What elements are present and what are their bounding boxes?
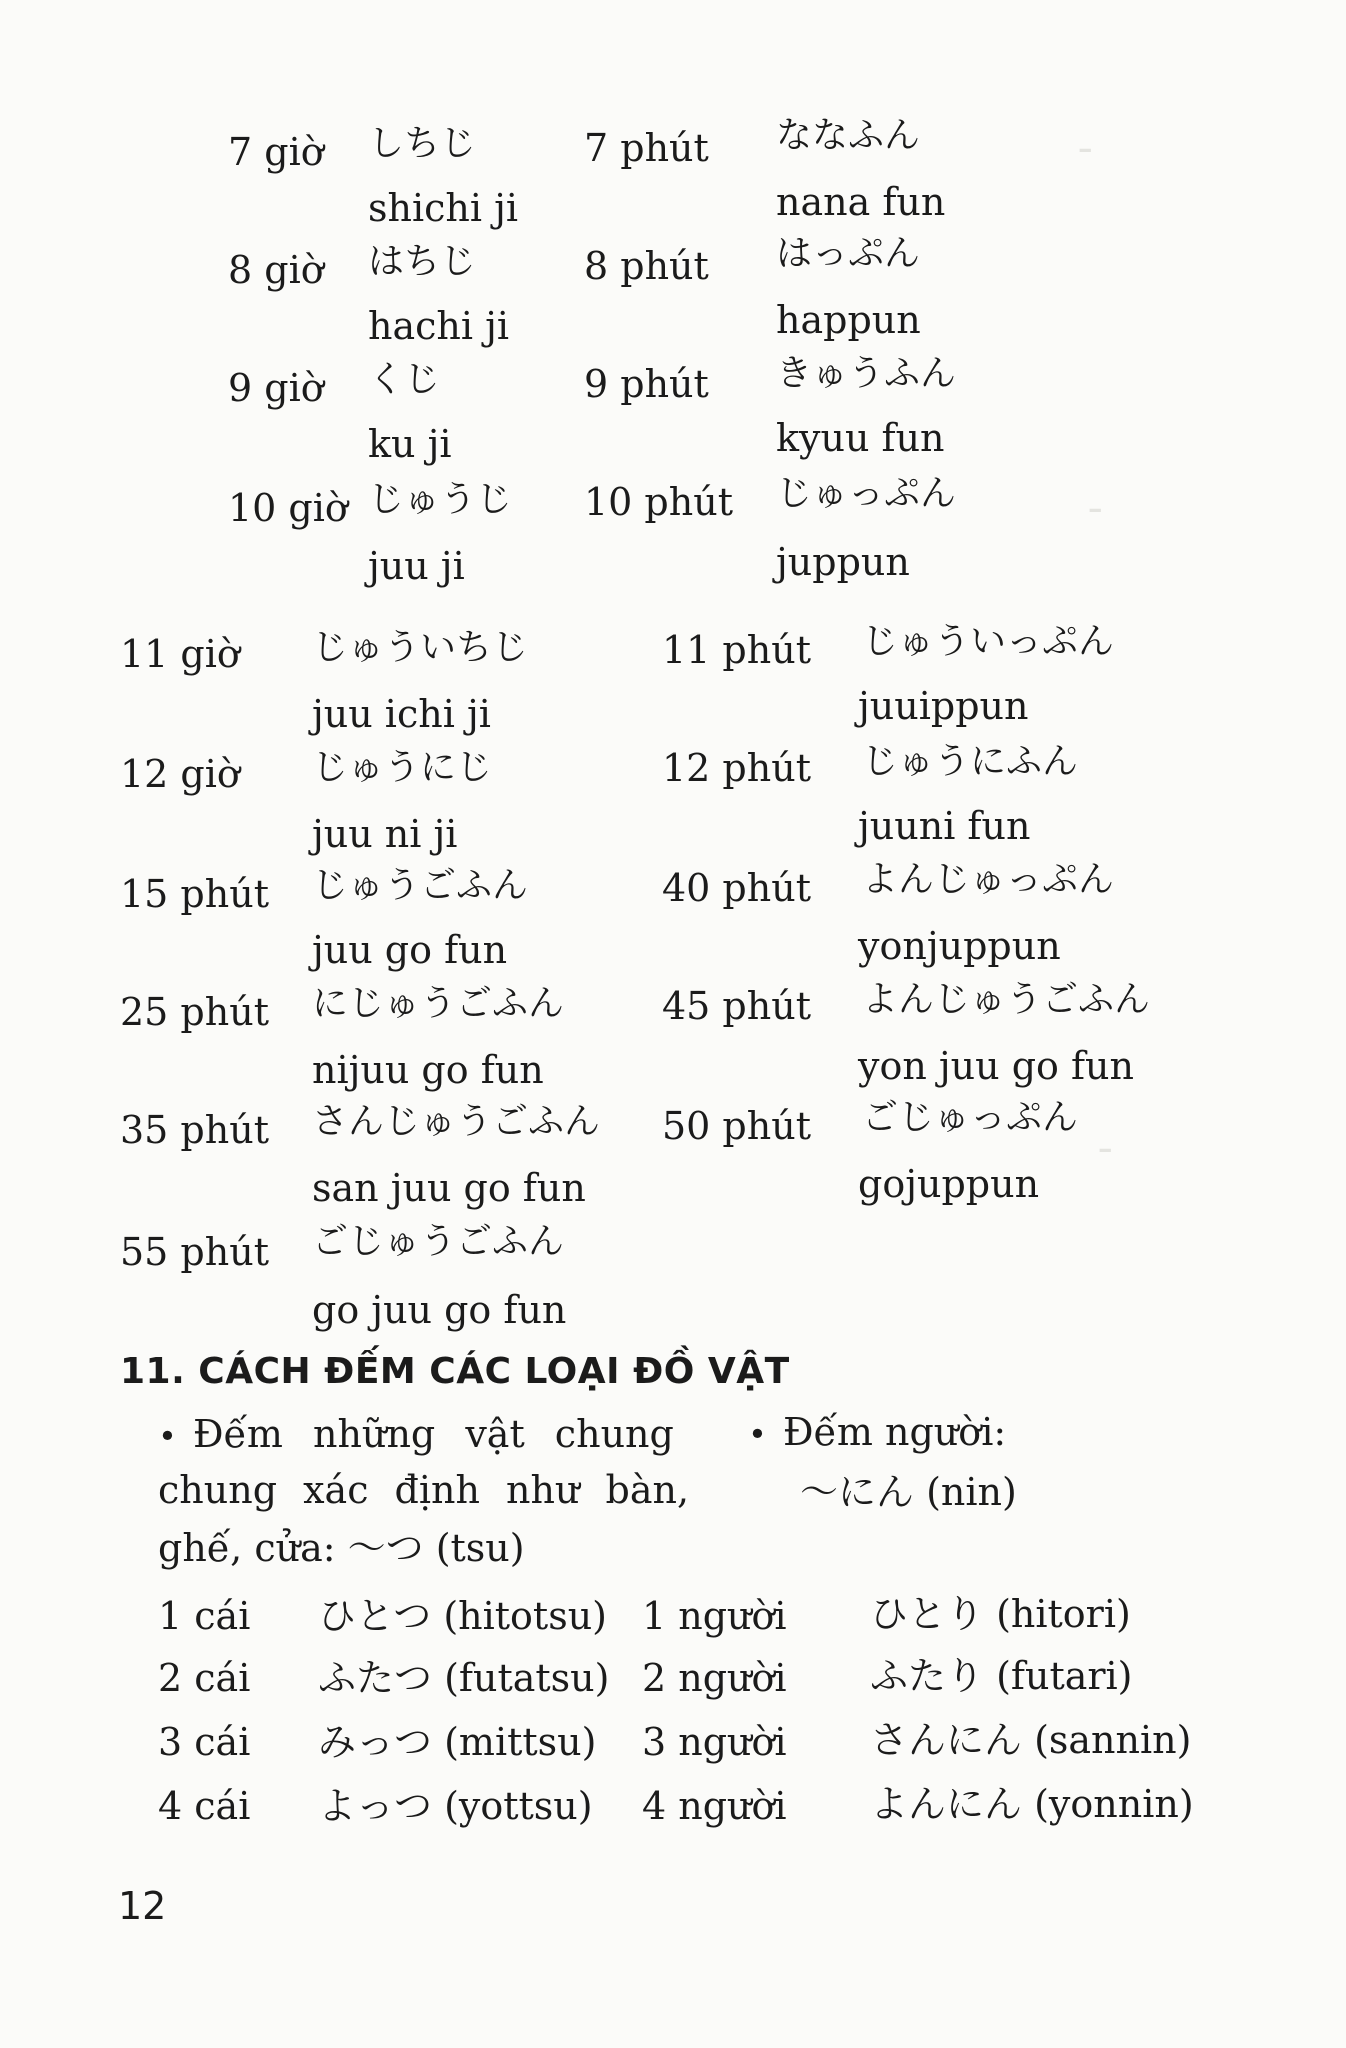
bullet-people-line1: Đếm người:: [782, 1410, 1007, 1454]
right-label: 11 phút: [662, 628, 811, 672]
hour-label: 10 giờ: [228, 486, 348, 530]
count-person-word: ふたり (futari): [870, 1654, 1133, 1698]
hour-kana: じゅうじ: [368, 479, 513, 520]
count-item-word: ふたつ (futatsu): [318, 1656, 610, 1700]
right-kana: ごじゅっぷん: [862, 1097, 1079, 1138]
left-kana: じゅうごふん: [312, 865, 529, 906]
right-label: 45 phút: [662, 984, 811, 1028]
count-item-label: 1 cái: [158, 1594, 251, 1638]
right-romaji: juuni fun: [858, 804, 1031, 848]
left-label: 25 phút: [120, 990, 269, 1034]
minute-kana: はっぷん: [776, 233, 921, 274]
count-item-label: 3 cái: [158, 1720, 251, 1764]
count-item-word: ひとつ (hitotsu): [318, 1594, 607, 1638]
left-romaji: go juu go fun: [312, 1288, 567, 1332]
count-person-label: 2 người: [642, 1656, 787, 1700]
hour-kana: くじ: [368, 359, 441, 400]
count-item-label: 2 cái: [158, 1656, 251, 1700]
minute-romaji: juppun: [776, 540, 910, 584]
minute-label: 10 phút: [584, 480, 733, 524]
right-kana: じゅうにふん: [862, 741, 1079, 782]
hour-romaji: shichi ji: [368, 186, 519, 230]
minute-label: 9 phút: [584, 362, 709, 406]
right-romaji: yonjuppun: [858, 924, 1061, 968]
bullet-objects-line3: ghế, cửa: ～つ (tsu): [158, 1526, 525, 1570]
minute-romaji: happun: [776, 298, 921, 342]
minute-label: 8 phút: [584, 244, 709, 288]
hour-romaji: juu ji: [368, 544, 465, 588]
minute-label: 7 phút: [584, 126, 709, 170]
hour-label: 9 giờ: [228, 366, 324, 410]
left-label: 15 phút: [120, 872, 269, 916]
left-label: 11 giờ: [120, 632, 240, 676]
count-item-label: 4 cái: [158, 1784, 251, 1828]
left-label: 55 phút: [120, 1230, 269, 1274]
count-person-word: ひとり (hitori): [870, 1592, 1131, 1636]
right-romaji: yon juu go fun: [858, 1044, 1135, 1088]
minute-kana: きゅうふん: [776, 353, 957, 394]
left-label: 12 giờ: [120, 752, 240, 796]
left-label: 35 phút: [120, 1108, 269, 1152]
count-person-label: 3 người: [642, 1720, 787, 1764]
minute-kana: じゅっぷん: [776, 473, 957, 514]
hour-kana: しちじ: [368, 123, 477, 164]
count-person-label: 1 người: [642, 1594, 787, 1638]
count-item-word: みっつ (mittsu): [318, 1720, 597, 1764]
right-kana: よんじゅっぷん: [862, 859, 1115, 900]
bullet-people-line2: ～にん (nin): [800, 1470, 1017, 1514]
bullet-mark: •: [748, 1415, 767, 1453]
minute-romaji: nana fun: [776, 180, 946, 224]
page-number: 12: [118, 1884, 167, 1928]
left-romaji: juu ni ji: [312, 812, 458, 856]
minute-romaji: kyuu fun: [776, 416, 945, 460]
count-person-word: さんにん (sannin): [870, 1718, 1192, 1762]
left-romaji: nijuu go fun: [312, 1048, 544, 1092]
bullet-people-line1-wrap: [748, 1410, 1006, 1456]
right-romaji: juuippun: [858, 684, 1029, 728]
left-romaji: juu ichi ji: [312, 692, 491, 736]
hour-kana: はちじ: [368, 241, 477, 282]
count-item-word: よっつ (yottsu): [318, 1784, 593, 1828]
right-label: 50 phút: [662, 1104, 811, 1148]
left-romaji: juu go fun: [312, 928, 508, 972]
hour-romaji: ku ji: [368, 422, 452, 466]
left-romaji: san juu go fun: [312, 1166, 586, 1210]
minute-kana: ななふん: [776, 115, 921, 156]
hour-romaji: hachi ji: [368, 304, 510, 348]
bullet-objects-line2: chung xác định như bàn,: [158, 1468, 690, 1512]
bullet-objects-line1-wrap: [158, 1412, 674, 1458]
count-person-label: 4 người: [642, 1784, 787, 1828]
section-heading: 11. CÁCH ĐẾM CÁC LOẠI ĐỒ VẬT: [120, 1351, 790, 1392]
left-kana: にじゅうごふん: [312, 983, 565, 1024]
count-person-word: よんにん (yonnin): [870, 1782, 1194, 1826]
right-label: 12 phút: [662, 746, 811, 790]
bullet-mark: •: [158, 1417, 177, 1455]
left-kana: ごじゅうごふん: [312, 1221, 565, 1262]
book-page: ـ ـ ـ 7 giờ しちじ shichi ji 7 phút ななふん nana fun 8 giờ はちじ hachi ji 8 phút はっぷん happun 9 giờ くじ ku ji 9 phút きゅうふん kyuu fun 10 giờ じゅうじ juu ji 10 phút じゅっぷん juppun 11 giờ じゅういちじ juu ichi ji 11 phút じゅういっぷん juuippun 12 giờ じゅうにじ juu ni ji 12 phút じゅうにふん juuni fun 15 phút じゅうごふん juu go fun 40 phút よんじゅっぷん yonjuppun 25 phút にじゅうごふん nijuu go fun 45 phút よんじゅうごふん yon juu go fun 35 phút さんじゅうごふん san juu go fun 50 phút ごじゅっぷん gojuppun 55 phút ごじゅうごふん go juu go fun 11. CÁCH ĐẾM CÁC LOẠI ĐỒ VẬT • Đếm những vật chung chung xác định như bàn, ghế, cửa: ～つ (tsu) • Đếm người: ～にん (nin) 1 cái ひとつ (hitotsu) 1 người ひとり (hitori) 2 cái ふたつ (futatsu) 2 người ふたり (futari) 3 cái みっつ (mittsu) 3 người さんにん (sannin) 4 cái よっつ (yottsu) 4 người よんにん (yonnin) 12: [118, 115, 1194, 1928]
left-kana: じゅういちじ: [312, 627, 529, 668]
right-kana: じゅういっぷん: [862, 621, 1115, 662]
hour-label: 7 giờ: [228, 130, 324, 174]
right-label: 40 phút: [662, 866, 811, 910]
right-kana: よんじゅうごふん: [862, 979, 1151, 1020]
left-kana: じゅうにじ: [312, 747, 493, 788]
hour-label: 8 giờ: [228, 248, 324, 292]
bullet-objects-line1: Đếm những vật chung: [192, 1412, 674, 1456]
left-kana: さんじゅうごふん: [312, 1101, 601, 1142]
right-romaji: gojuppun: [858, 1162, 1040, 1206]
